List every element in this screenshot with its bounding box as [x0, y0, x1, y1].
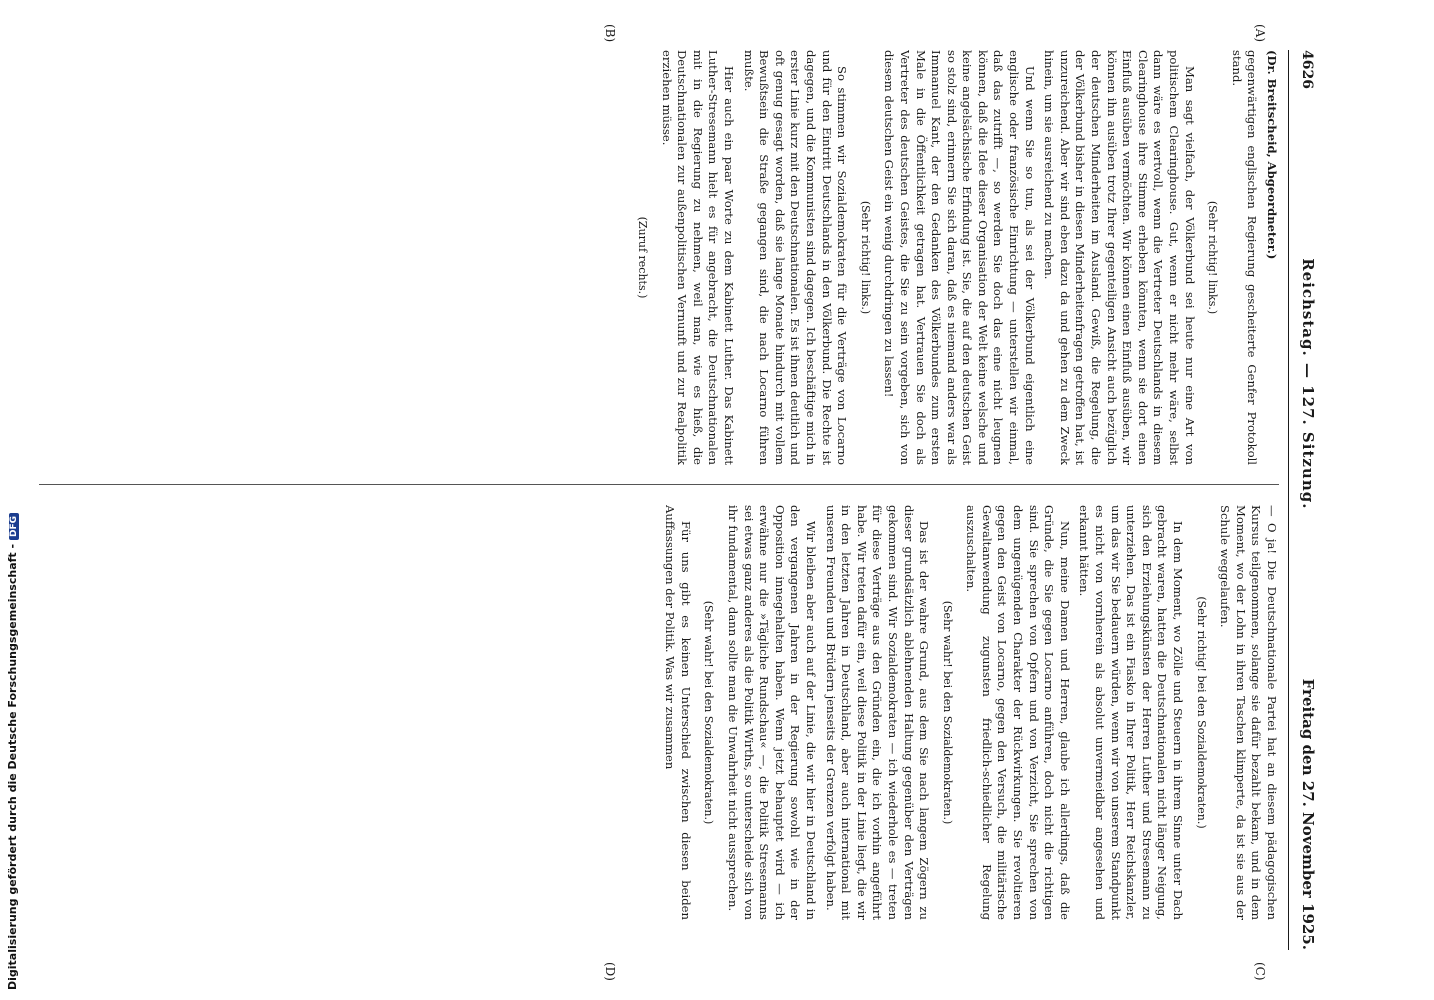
opening-text: — O ja! Die Deutschnationale Partei hat an diesem pädagogischen Kursus teilgenommen, solange sie dafür bezahlt bekam, und in dem Moment, wo der Lohn in ihren Taschen klimperte, da ist sie aus der Schule weggelaufen.	[1218, 505, 1279, 920]
header-rule	[1288, 50, 1289, 950]
margin-marker-b: (B)	[603, 24, 617, 43]
interjection: (Sehr richtig! links.)	[858, 200, 872, 315]
interjection: (Sehr wahr! bei den Sozialdemokraten.)	[940, 600, 954, 825]
funding-note: Digitalisierung gefördert durch die Deutsche Forschungsgemeinschaft -	[6, 543, 19, 990]
margin-marker-c: (C)	[1253, 962, 1267, 981]
interjection: (Sehr wahr! bei den Sozialdemokraten.)	[702, 600, 716, 825]
right-column	[39, 505, 1279, 920]
paragraph: Für uns gibt es keinen Unterschied zwischen diesen beiden Auffassungen der Politik. Was wir zusammen	[663, 505, 693, 920]
session-date: Freitag den 27. November 1925.	[1299, 678, 1317, 950]
speaker-line: (Dr. Breitscheid, Abgeordneter.)	[1265, 50, 1279, 260]
rotated-document-page	[17, 24, 1317, 981]
interjection: (Sehr richtig! links.)	[1206, 200, 1220, 315]
session-title: Reichstag. — 127. Sitzung.	[1299, 258, 1317, 510]
interjection: (Sehr richtig! bei den Sozialdemokraten.)	[1194, 596, 1208, 829]
margin-marker-d: (D)	[603, 962, 617, 981]
funding-note-line	[6, 513, 19, 990]
page-number: 4626	[1299, 50, 1315, 89]
paragraph: Das ist der wahre Grund, aus dem Sie nach langem Zögern zu dieser grundsätzlich ablehnenden Haltung gegenüber den Verträgen gekommen sind. Wir Sozialdemokraten — ich wiederhole es — treten für diese Verträge aus den Gründen ein, die ich vorhin angeführt habe. Wir treten dafür ein, weil diese Politik in der Linie liegt, die wir in den letzten Jahren in Deutschland, aber auch international mit unseren Freunden und Brüdern jenseits der Grenzen verfolgt haben.	[823, 505, 932, 920]
interjection: (Zuruf rechts.)	[636, 216, 650, 299]
paragraph: In dem Moment, wo Zölle und Steuern in ihrem Sinne unter Dach gebracht waren, hatten die Deutschnationalen nicht länger Neigung, sich den Erziehungskünsten der Herren Luther und Stresemann zu unterziehen. Das ist ein Fiasko in Ihrer Politik, Herr Reichskanzler, um das wir Sie bedauern würden, wenn wir von unserem Standpunkt es nicht von vornherein als absolut unvermeidbar angesehen und erkannt hätten.	[1077, 505, 1186, 920]
margin-marker-a: (A)	[1253, 24, 1267, 43]
paragraph: Hier auch ein paar Worte zu dem Kabinett Luther. Das Kabinett Luther-Stresemann hielt es für angebracht, die Deutschnationalen mit in die Regierung zu nehmen, weil man, wie es hieß, die Deutschnationalen zur außenpolitischen Vernunft und zur Realpolitik erziehen müsse.	[659, 50, 736, 465]
dfg-logo-icon: DFG	[9, 513, 19, 540]
page-header	[1291, 50, 1317, 950]
paragraph: So stimmen wir Sozialdemokraten für die Verträge von Locarno und für den Eintritt Deutschlands in den Völkerbund. Die Rechte ist dagegen, und die Kommunisten sind dagegen. Ich beschäftige mich in erster Linie kurz mit den Deutschnationalen. Es ist ihnen deutlich und oft genug gesagt worden, daß sie lange Monate hindurch mit vollem Bewußtsein die Straße gegangen sind, die nach Locarno führen mußte.	[741, 50, 850, 465]
paragraph: Wir bleiben aber auch auf der Linie, die wir hier in Deutschland in den vergangenen Jahren in der Regierung sowohl wie in der Opposition innegehalten haben. Wenn jetzt behauptet wird — ich erwähne nur die »Tägliche Rundschau« —, die Politik Stresemanns sei etwas ganz anderes als die Politik Wirths, so unterscheide sich von ihr fundamental, dann sollte man die Unwahrheit nicht aussprechen.	[726, 505, 818, 920]
paragraph: Man sagt vielfach, der Völkerbund sei heute nur eine Art von politischem Clearinghouse. Gut, wenn er nicht mehr wäre, selbst dann wäre es wertvoll, wenn die Vertreter Deutschlands in diesem Clearinghouse ihre Stimme erheben könnten, wenn sie dort einen Einfluß ausüben vermöchten. Wir können einen Einfluß ausüben, wir können ihn ausüben trotz Ihrer gegenteiligen Ansicht auch bezüglich der deutschen Minderheiten im Ausland. Gewiß, die Regelung, die der Völkerbund bisher in diesen Minderheitenfragen getroffen hat, ist unzureichend. Aber wir sind eben dazu da und gehen zu dem Zweck hinein, um sie ausreichend zu machen.	[1042, 50, 1197, 465]
digitization-footer	[6, 10, 22, 990]
left-column	[39, 50, 1279, 465]
opening-text: gegenwärtigen englischen Regierung gescheiterte Genfer Protokoll stand.	[1229, 50, 1260, 465]
column-divider	[39, 484, 1279, 485]
paragraph: Und wenn Sie so tun, als sei der Völkerbund eigentlich eine englische oder französische Einrichtung — unterstellen wir einmal, daß das zutrifft —, so werden Sie doch das eine nicht leugnen können, daß die Idee dieser Organisation der Welt keine welsche und keine angelsächsische Erfindung ist. Sie, die auf den deutschen Geist so stolz sind, erinnern Sie sich daran, daß es niemand anders war als Immanuel Kant, der den Gedanken des Völkerbundes zum ersten Male in die Öffentlichkeit getragen hat. Vertrauen Sie doch als Vertreter des deutschen Geistes, die Sie zu sein vorgeben, sich von diesem deutschen Geist ein wenig durchdringen zu lassen!	[882, 50, 1037, 465]
paragraph: Nun, meine Damen und Herren, glaube ich allerdings, daß die Gründe, die Sie gegen Locarno anführen, doch nicht die richtigen sind. Sie sprechen von Opfern und von Verzicht, Sie sprechen von dem ungenügenden Charakter der Rückwirkungen. Sie revoltieren gegen den Geist von Locarno, gegen den Versuch, die militärische Gewaltanwendung zugunsten friedlich-schiedlicher Regelung auszuschalten.	[964, 505, 1072, 920]
